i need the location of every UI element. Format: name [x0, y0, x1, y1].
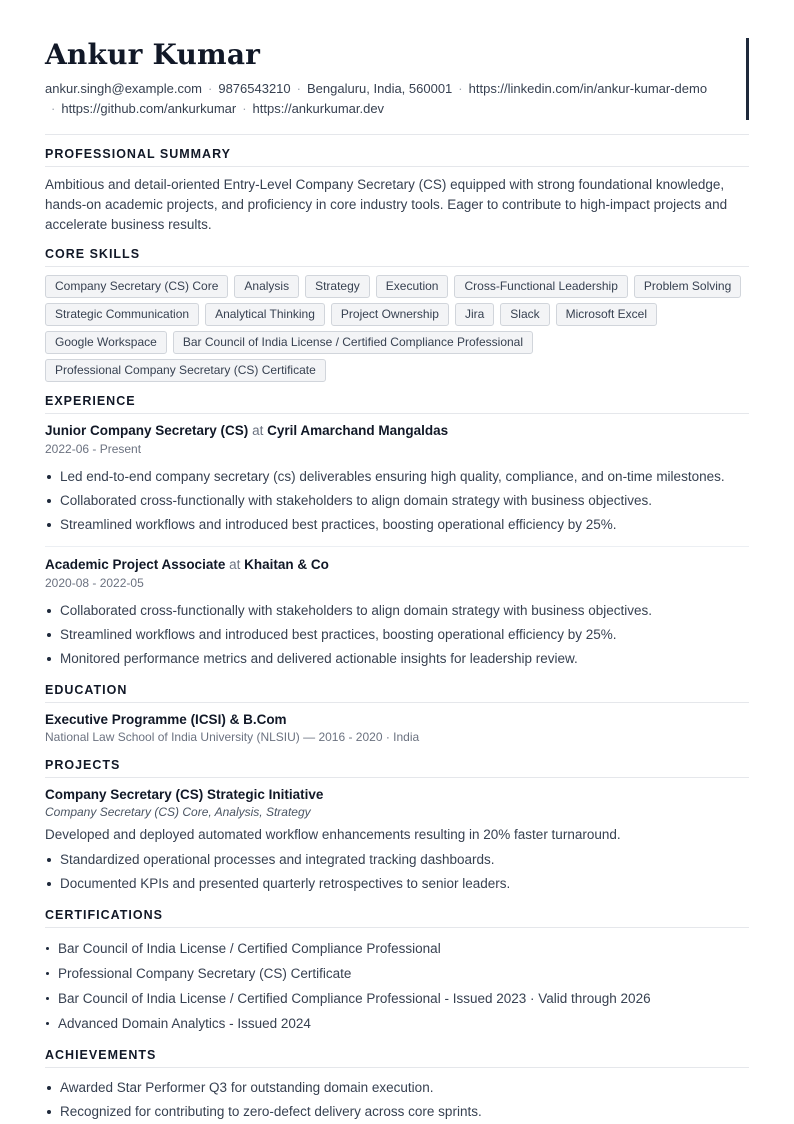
summary-text: Ambitious and detail-oriented Entry-Level Company Secretary (CS) equipped with strong foundational knowledge, hands-on academic projects, and proficiency in core industry tools. Eager to contribute to high-impact projects and accelerate business results.: [45, 177, 728, 232]
linkedin-link[interactable]: https://linkedin.com/in/ankur-kumar-demo: [468, 81, 708, 96]
project-bullet: Standardized operational processes and integrated tracking dashboards.: [60, 848, 749, 872]
project-tech: Company Secretary (CS) Core, Analysis, Strategy: [45, 805, 311, 819]
skills-section: [45, 247, 749, 382]
experience-section: [45, 394, 749, 671]
location: Bengaluru, India, 560001: [307, 81, 453, 96]
achievement-item: Awarded Star Performer Q3 for outstanding domain execution.: [60, 1076, 749, 1100]
projects-section: [45, 758, 749, 896]
skill-chip: Professional Company Secretary (CS) Certificate: [45, 359, 326, 382]
job-bullet: Collaborated cross-functionally with stakeholders to align domain strategy with business objectives.: [60, 599, 749, 623]
job-entry: [45, 422, 749, 537]
skill-chip: Analysis: [234, 275, 299, 298]
job-entry: [45, 556, 749, 671]
certification-item: Bar Council of India License / Certified Compliance Professional: [58, 936, 749, 961]
job-at: at: [229, 557, 241, 572]
experience-heading: EXPERIENCE: [45, 394, 749, 414]
job-bullets: [45, 465, 749, 537]
project-description: Developed and deployed automated workflow enhancements resulting in 20% faster turnaround.: [45, 827, 621, 842]
header-accent-bar: [746, 38, 749, 120]
separator: ·: [208, 81, 213, 96]
separator: ·: [51, 101, 56, 116]
skill-chip: Jira: [455, 303, 494, 326]
job-company: Khaitan & Co: [244, 557, 329, 572]
resume-header: [45, 38, 749, 119]
job-divider: [45, 546, 749, 547]
project-bullet: Documented KPIs and presented quarterly retrospectives to senior leaders.: [60, 872, 749, 896]
job-dates: 2020-08 - 2022-05: [45, 576, 144, 590]
achievements-list: [45, 1076, 749, 1124]
job-dates: 2022-06 - Present: [45, 442, 142, 456]
education-section: [45, 683, 749, 746]
skills-heading: CORE SKILLS: [45, 247, 749, 267]
achievements-section: [45, 1048, 749, 1124]
certifications-list: [45, 936, 749, 1036]
education-heading: EDUCATION: [45, 683, 749, 703]
education-details: National Law School of India University (NLSIU) — 2016 - 2020 · India: [45, 730, 420, 744]
achievement-item: Recognized for contributing to zero-defect delivery across core sprints.: [60, 1100, 749, 1124]
job-title-line: [45, 556, 749, 574]
certification-item: Professional Company Secretary (CS) Certificate: [58, 961, 749, 986]
job-role: Academic Project Associate: [45, 557, 226, 572]
skill-chip: Cross-Functional Leadership: [454, 275, 627, 298]
achievements-heading: ACHIEVEMENTS: [45, 1048, 749, 1068]
certification-item: Bar Council of India License / Certified Compliance Professional - Issued 2023 · Valid through 2026: [58, 986, 749, 1011]
skill-chip: Project Ownership: [331, 303, 449, 326]
separator: ·: [242, 101, 247, 116]
skills-chip-list: [45, 275, 749, 382]
contact-line: [45, 79, 729, 119]
job-bullet: Streamlined workflows and introduced best practices, boosting operational efficiency by 25%.: [60, 623, 749, 647]
skill-chip: Bar Council of India License / Certified Compliance Professional: [173, 331, 533, 354]
email-link[interactable]: ankur.singh@example.com: [45, 81, 202, 96]
job-bullet: Streamlined workflows and introduced best practices, boosting operational efficiency by 25%.: [60, 513, 749, 537]
job-at: at: [252, 423, 264, 438]
summary-section: [45, 147, 749, 235]
skill-chip: Strategy: [305, 275, 370, 298]
job-bullets: [45, 599, 749, 671]
job-bullet: Monitored performance metrics and delivered actionable insights for leadership review.: [60, 647, 749, 671]
certifications-section: [45, 908, 749, 1036]
job-company: Cyril Amarchand Mangaldas: [267, 423, 449, 438]
projects-heading: PROJECTS: [45, 758, 749, 778]
github-link[interactable]: https://github.com/ankurkumar: [61, 101, 237, 116]
skill-chip: Problem Solving: [634, 275, 741, 298]
project-name: Company Secretary (CS) Strategic Initiative: [45, 787, 324, 802]
skill-chip: Slack: [500, 303, 549, 326]
summary-heading: PROFESSIONAL SUMMARY: [45, 147, 749, 167]
project-bullets: [45, 848, 749, 896]
education-degree: Executive Programme (ICSI) & B.Com: [45, 712, 287, 727]
separator: ·: [458, 81, 463, 96]
skill-chip: Execution: [376, 275, 449, 298]
job-bullet: Led end-to-end company secretary (cs) deliverables ensuring high quality, compliance, and on-time milestones.: [60, 465, 749, 489]
header-divider: [45, 134, 749, 135]
skill-chip: Company Secretary (CS) Core: [45, 275, 228, 298]
separator: ·: [296, 81, 301, 96]
certification-item: Advanced Domain Analytics - Issued 2024: [58, 1011, 749, 1036]
website-link[interactable]: https://ankurkumar.dev: [252, 101, 385, 116]
skill-chip: Microsoft Excel: [556, 303, 657, 326]
phone-number: 9876543210: [218, 81, 291, 96]
skill-chip: Analytical Thinking: [205, 303, 325, 326]
skill-chip: Google Workspace: [45, 331, 167, 354]
job-bullet: Collaborated cross-functionally with stakeholders to align domain strategy with business objectives.: [60, 489, 749, 513]
candidate-name: Ankur Kumar: [45, 38, 261, 71]
job-title-line: [45, 422, 749, 440]
certifications-heading: CERTIFICATIONS: [45, 908, 749, 928]
job-role: Junior Company Secretary (CS): [45, 423, 249, 438]
skill-chip: Strategic Communication: [45, 303, 199, 326]
